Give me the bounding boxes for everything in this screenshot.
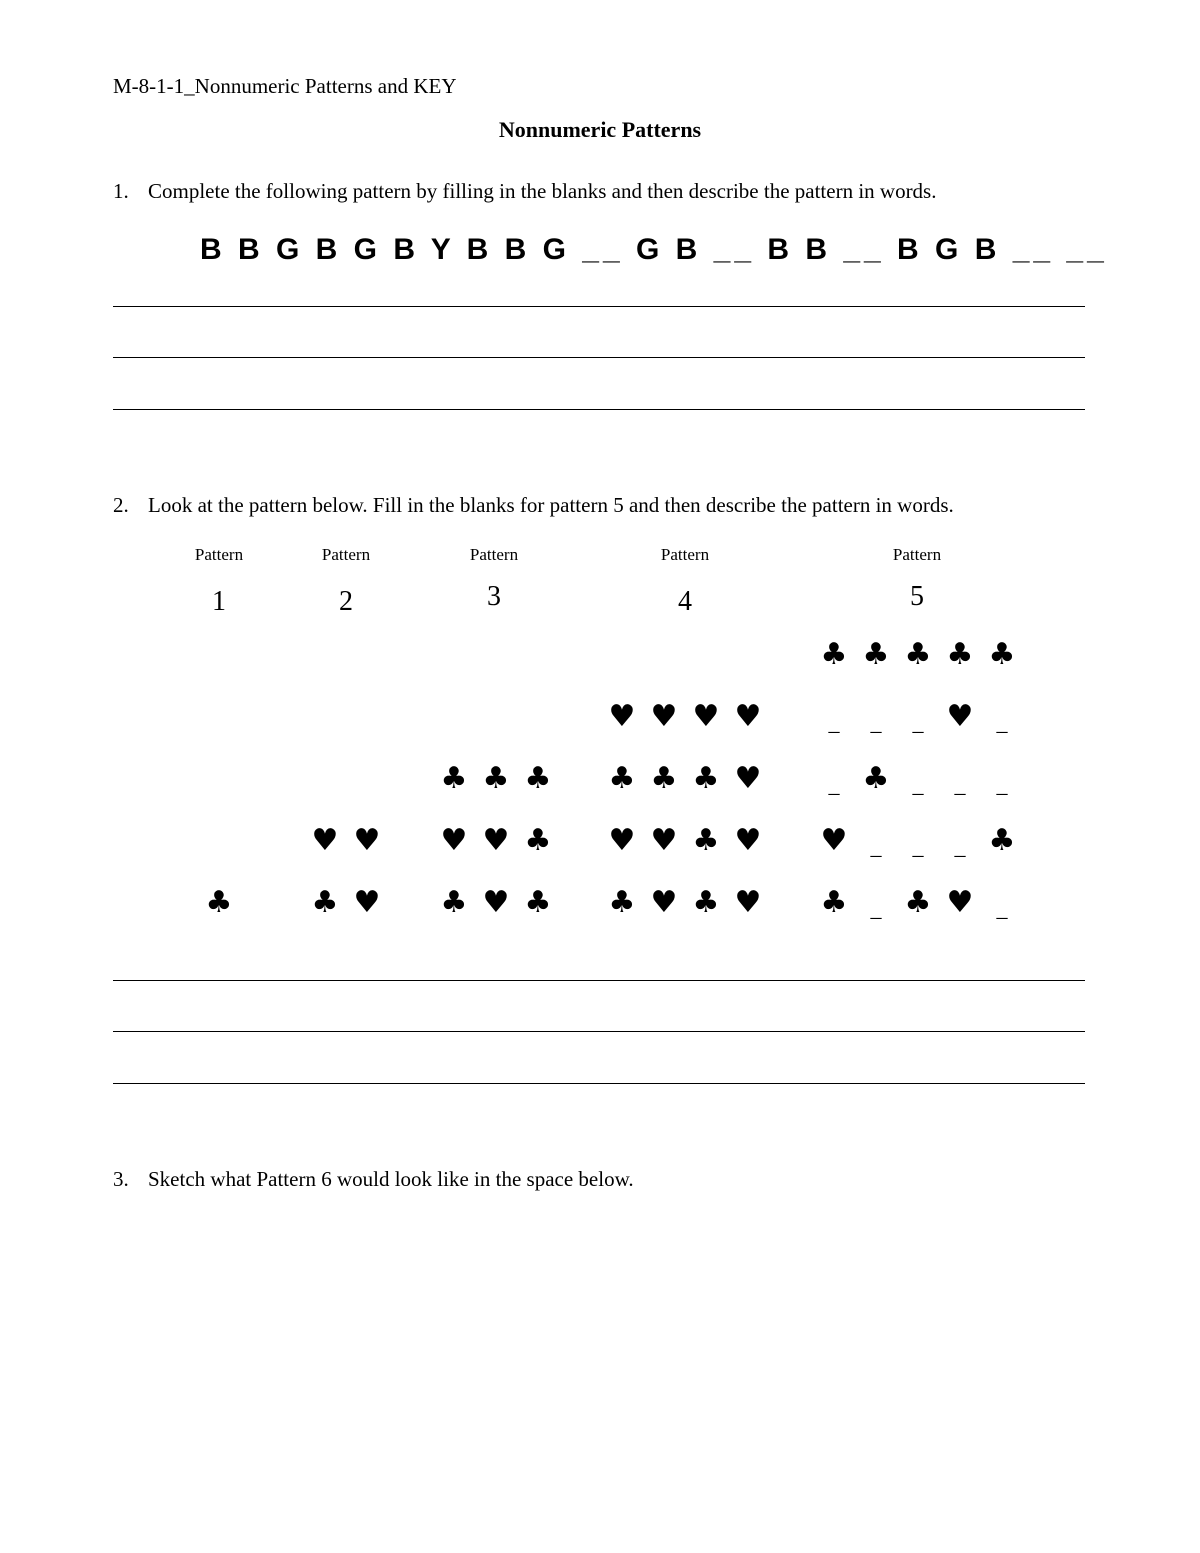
heart-icon: ♥: [353, 823, 381, 858]
answer-line[interactable]: [113, 1083, 1085, 1084]
heart-icon: ♥: [482, 823, 510, 858]
heart-icon: ♥: [820, 823, 848, 858]
pattern-number: 1: [212, 586, 226, 617]
blank-slot[interactable]: _: [996, 772, 1008, 797]
blank-slot[interactable]: _: [870, 896, 882, 921]
club-icon: ♣: [524, 885, 552, 920]
club-icon: ♣: [482, 761, 510, 796]
blank-slot[interactable]: _: [870, 834, 882, 859]
question-2-number: 2.: [113, 493, 129, 517]
pattern-number: 5: [910, 581, 924, 612]
club-icon: ♣: [650, 761, 678, 796]
answer-line[interactable]: [113, 1031, 1085, 1032]
question-1-number: 1.: [113, 179, 129, 203]
question-1-text: Complete the following pattern by filling in the blanks and then describe the pattern in words.: [148, 179, 937, 203]
pattern-label: Pattern: [660, 545, 710, 564]
club-icon: ♣: [205, 885, 233, 920]
club-icon: ♣: [988, 637, 1016, 672]
club-icon: ♣: [692, 885, 720, 920]
document-header: M-8-1-1_Nonnumeric Patterns and KEY: [113, 74, 457, 98]
club-icon: ♣: [311, 885, 339, 920]
question-2: [0, 492, 1200, 518]
pattern-label: Pattern: [469, 545, 519, 564]
club-icon: ♣: [904, 637, 932, 672]
question-3-text: Sketch what Pattern 6 would look like in the space below.: [148, 1167, 634, 1191]
pattern-label: Pattern: [194, 545, 244, 564]
heart-icon: ♥: [946, 885, 974, 920]
club-icon: ♣: [524, 761, 552, 796]
heart-icon: ♥: [650, 823, 678, 858]
club-icon: ♣: [608, 761, 636, 796]
heart-icon: ♥: [734, 699, 762, 734]
blank-slot[interactable]: _: [912, 710, 924, 735]
heart-icon: ♥: [482, 885, 510, 920]
club-icon: ♣: [904, 885, 932, 920]
answer-line[interactable]: [113, 357, 1085, 358]
heart-icon: ♥: [311, 823, 339, 858]
blank-slot[interactable]: _: [828, 710, 840, 735]
club-icon: ♣: [820, 637, 848, 672]
blank-slot[interactable]: _: [828, 772, 840, 797]
heart-icon: ♥: [692, 699, 720, 734]
club-icon: ♣: [440, 761, 468, 796]
club-icon: ♣: [692, 761, 720, 796]
heart-icon: ♥: [946, 699, 974, 734]
answer-line[interactable]: [113, 409, 1085, 410]
club-icon: ♣: [820, 885, 848, 920]
club-icon: ♣: [988, 823, 1016, 858]
answer-line[interactable]: [113, 980, 1085, 981]
heart-icon: ♥: [353, 885, 381, 920]
heart-icon: ♥: [608, 699, 636, 734]
pattern-label: Pattern: [321, 545, 371, 564]
heart-icon: ♥: [734, 761, 762, 796]
club-icon: ♣: [862, 637, 890, 672]
pattern-number: 2: [339, 586, 353, 617]
blank-slot[interactable]: _: [996, 896, 1008, 921]
heart-icon: ♥: [734, 823, 762, 858]
letter-sequence: B B G B G B Y B B G __ G B __ B B __ B G B __ __: [200, 233, 1108, 266]
pattern-number: 3: [487, 581, 501, 612]
pattern-label: Pattern: [892, 545, 942, 564]
question-2-text: Look at the pattern below. Fill in the blanks for pattern 5 and then describe the pattern in words.: [148, 493, 954, 517]
club-icon: ♣: [862, 761, 890, 796]
club-icon: ♣: [524, 823, 552, 858]
blank-slot[interactable]: _: [996, 710, 1008, 735]
question-3: [0, 1166, 1200, 1192]
club-icon: ♣: [946, 637, 974, 672]
question-3-number: 3.: [113, 1167, 129, 1191]
blank-slot[interactable]: _: [870, 710, 882, 735]
pattern-number: 4: [678, 586, 692, 617]
sketch-area[interactable]: [113, 1215, 1085, 1515]
blank-slot[interactable]: _: [954, 772, 966, 797]
answer-line[interactable]: [113, 306, 1085, 307]
heart-icon: ♥: [440, 823, 468, 858]
blank-slot[interactable]: _: [912, 772, 924, 797]
club-icon: ♣: [440, 885, 468, 920]
club-icon: ♣: [692, 823, 720, 858]
heart-icon: ♥: [608, 823, 636, 858]
blank-slot[interactable]: _: [954, 834, 966, 859]
heart-icon: ♥: [650, 885, 678, 920]
question-1: [0, 178, 1200, 204]
heart-icon: ♥: [734, 885, 762, 920]
heart-icon: ♥: [650, 699, 678, 734]
club-icon: ♣: [608, 885, 636, 920]
blank-slot[interactable]: _: [912, 834, 924, 859]
page-title: Nonnumeric Patterns: [498, 117, 702, 142]
